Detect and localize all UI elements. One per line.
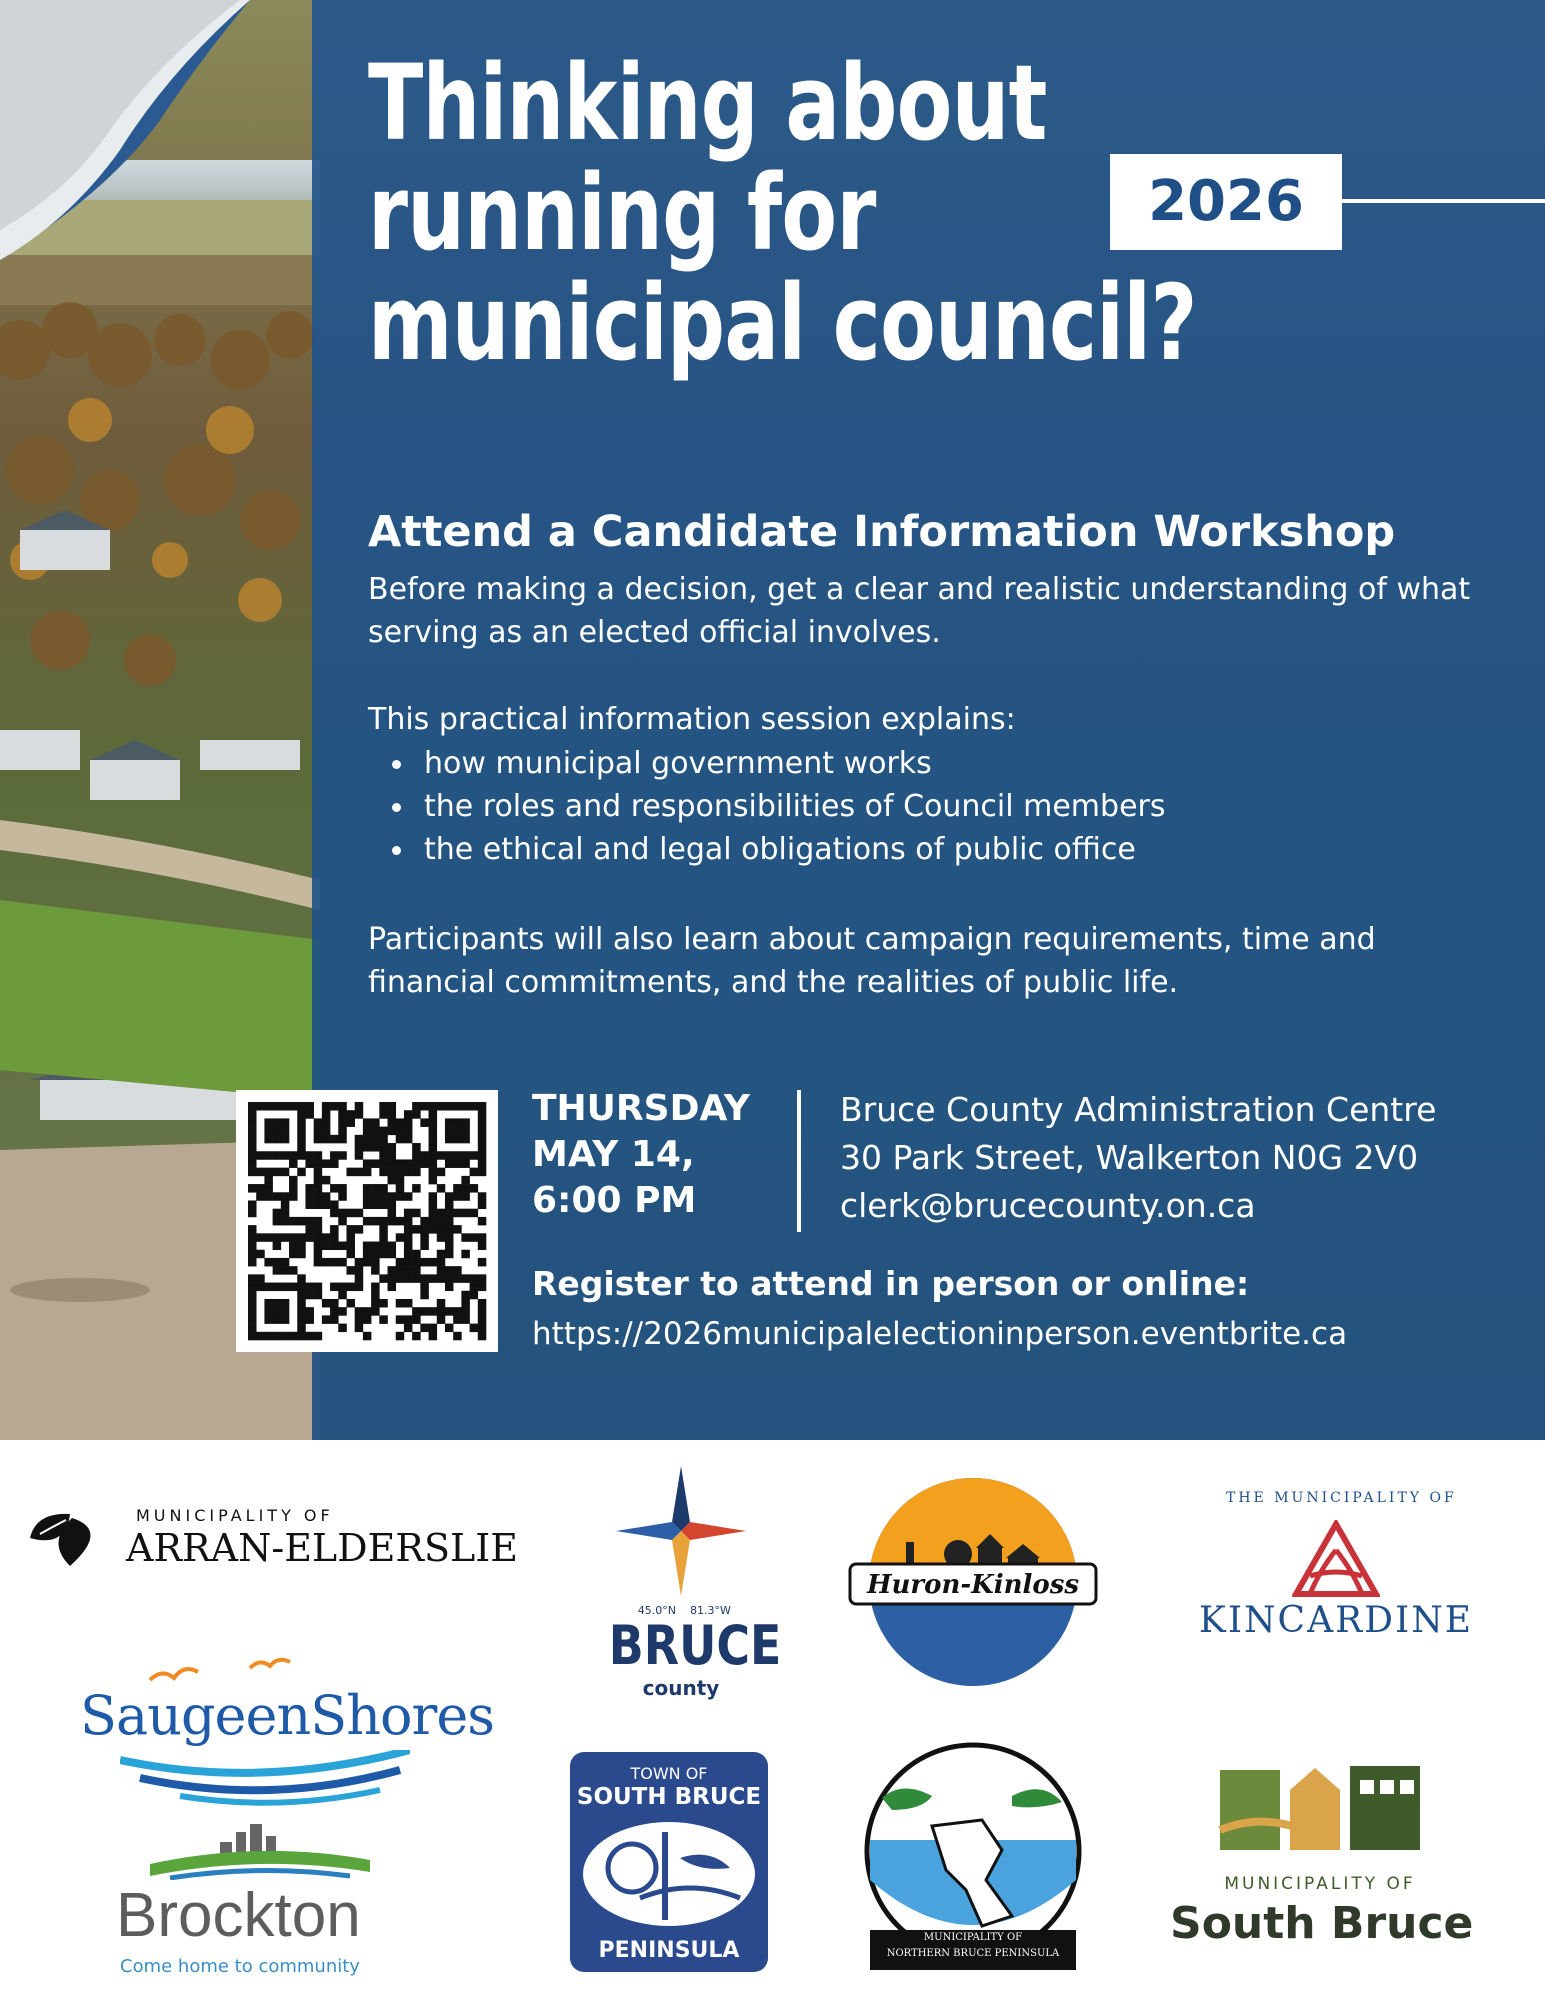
venue-address: 30 Park Street, Walkerton N0G 2V0 — [840, 1138, 1419, 1177]
logo-saugeen-shores — [80, 1650, 494, 1810]
bruce-name: BRUCE — [608, 1614, 782, 1677]
kincardine-arc: THE MUNICIPALITY OF — [1226, 1490, 1457, 1506]
sbp-emblem — [580, 1818, 758, 1930]
bruce-lat: 45.0°N — [637, 1604, 676, 1617]
logo-bruce-county — [596, 1466, 782, 1700]
headline-line-3: municipal council? — [368, 262, 1197, 384]
municipality-logos — [0, 1440, 1545, 2000]
logo-kincardine — [1186, 1490, 1486, 1640]
south-bruce-name: South Bruce — [1170, 1898, 1474, 1949]
sbp-top1: TOWN OF — [630, 1764, 708, 1783]
sbp-top2: SOUTH BRUCE — [576, 1784, 762, 1810]
brockton-name: Brockton — [116, 1881, 361, 1950]
workshop-heading: Attend a Candidate Information Workshop — [368, 507, 1396, 557]
waves-icon — [120, 1750, 410, 1810]
logo-south-bruce — [1170, 1760, 1474, 1960]
venue-name: Bruce County Administration Centre — [840, 1090, 1437, 1129]
headline-line-1: Thinking about — [368, 42, 1047, 164]
register-link[interactable]: https://2026municipalelectioninperson.eventbrite.ca — [532, 1316, 1348, 1352]
headline-line-2: running for — [368, 152, 876, 274]
contact-email[interactable]: clerk@brucecounty.on.ca — [840, 1186, 1256, 1225]
south-bruce-buildings-icon — [1210, 1760, 1430, 1860]
event-location — [840, 1086, 1436, 1230]
topic-item: the roles and responsibilities of Council members — [368, 785, 1166, 828]
session-lead: This practical information session explains: — [368, 702, 1016, 737]
topic-item: how municipal government works — [368, 742, 1166, 785]
year-rule — [1342, 199, 1545, 203]
kincardine-knot-icon — [1292, 1520, 1380, 1600]
logo-south-bruce-peninsula — [570, 1752, 768, 1972]
intro-paragraph: Before making a decision, get a clear and realistic understanding of what serving as an elected official involves. — [368, 572, 1471, 650]
event-day: THURSDAY — [532, 1088, 750, 1129]
south-bruce-prefix: MUNICIPALITY OF — [1224, 1874, 1416, 1894]
saugeen-name: SaugeenShores — [80, 1684, 494, 1747]
topic-item: the ethical and legal obligations of public office — [368, 828, 1166, 871]
leaf-icon — [26, 1508, 114, 1570]
arran-prefix: MUNICIPALITY OF — [136, 1506, 334, 1525]
register-label: Register to attend in person or online: — [532, 1264, 1250, 1303]
logo-arran-elderslie — [26, 1500, 519, 1580]
kincardine-name: KINCARDINE — [1198, 1600, 1474, 1641]
event-divider — [797, 1090, 801, 1232]
event-datetime — [532, 1086, 750, 1224]
topics-list — [368, 742, 1166, 871]
sbp-bottom: PENINSULA — [598, 1938, 740, 1963]
closing-paragraph: Participants will also learn about campaign requirements, time and financial commitments, and the realities of public life. — [368, 922, 1376, 1000]
bruce-sub: county — [642, 1676, 720, 1700]
logo-northern-bruce-peninsula — [862, 1740, 1084, 1972]
compass-star-icon — [616, 1466, 746, 1596]
registration-qr-code[interactable] — [236, 1090, 498, 1352]
nbp-emblem — [862, 1740, 1084, 1962]
arran-name: ARRAN-ELDERSLIE — [126, 1526, 519, 1570]
logo-brockton — [100, 1820, 420, 1980]
nbp-line1: MUNICIPALITY OF — [923, 1932, 1023, 1943]
bruce-lon: 81.3°W — [690, 1604, 731, 1617]
nbp-line2: NORTHERN BRUCE PENINSULA — [886, 1948, 1060, 1959]
brockton-tagline: Come home to community — [120, 1956, 360, 1977]
huron-name: Huron-Kinloss — [866, 1570, 1080, 1600]
logo-huron-kinloss — [848, 1476, 1098, 1688]
event-time: 6:00 PM — [532, 1180, 697, 1221]
event-date: MAY 14, — [532, 1134, 695, 1175]
year-badge: 2026 — [1110, 154, 1342, 250]
brockton-skyline-icon — [150, 1820, 370, 1880]
headline — [368, 42, 1197, 384]
